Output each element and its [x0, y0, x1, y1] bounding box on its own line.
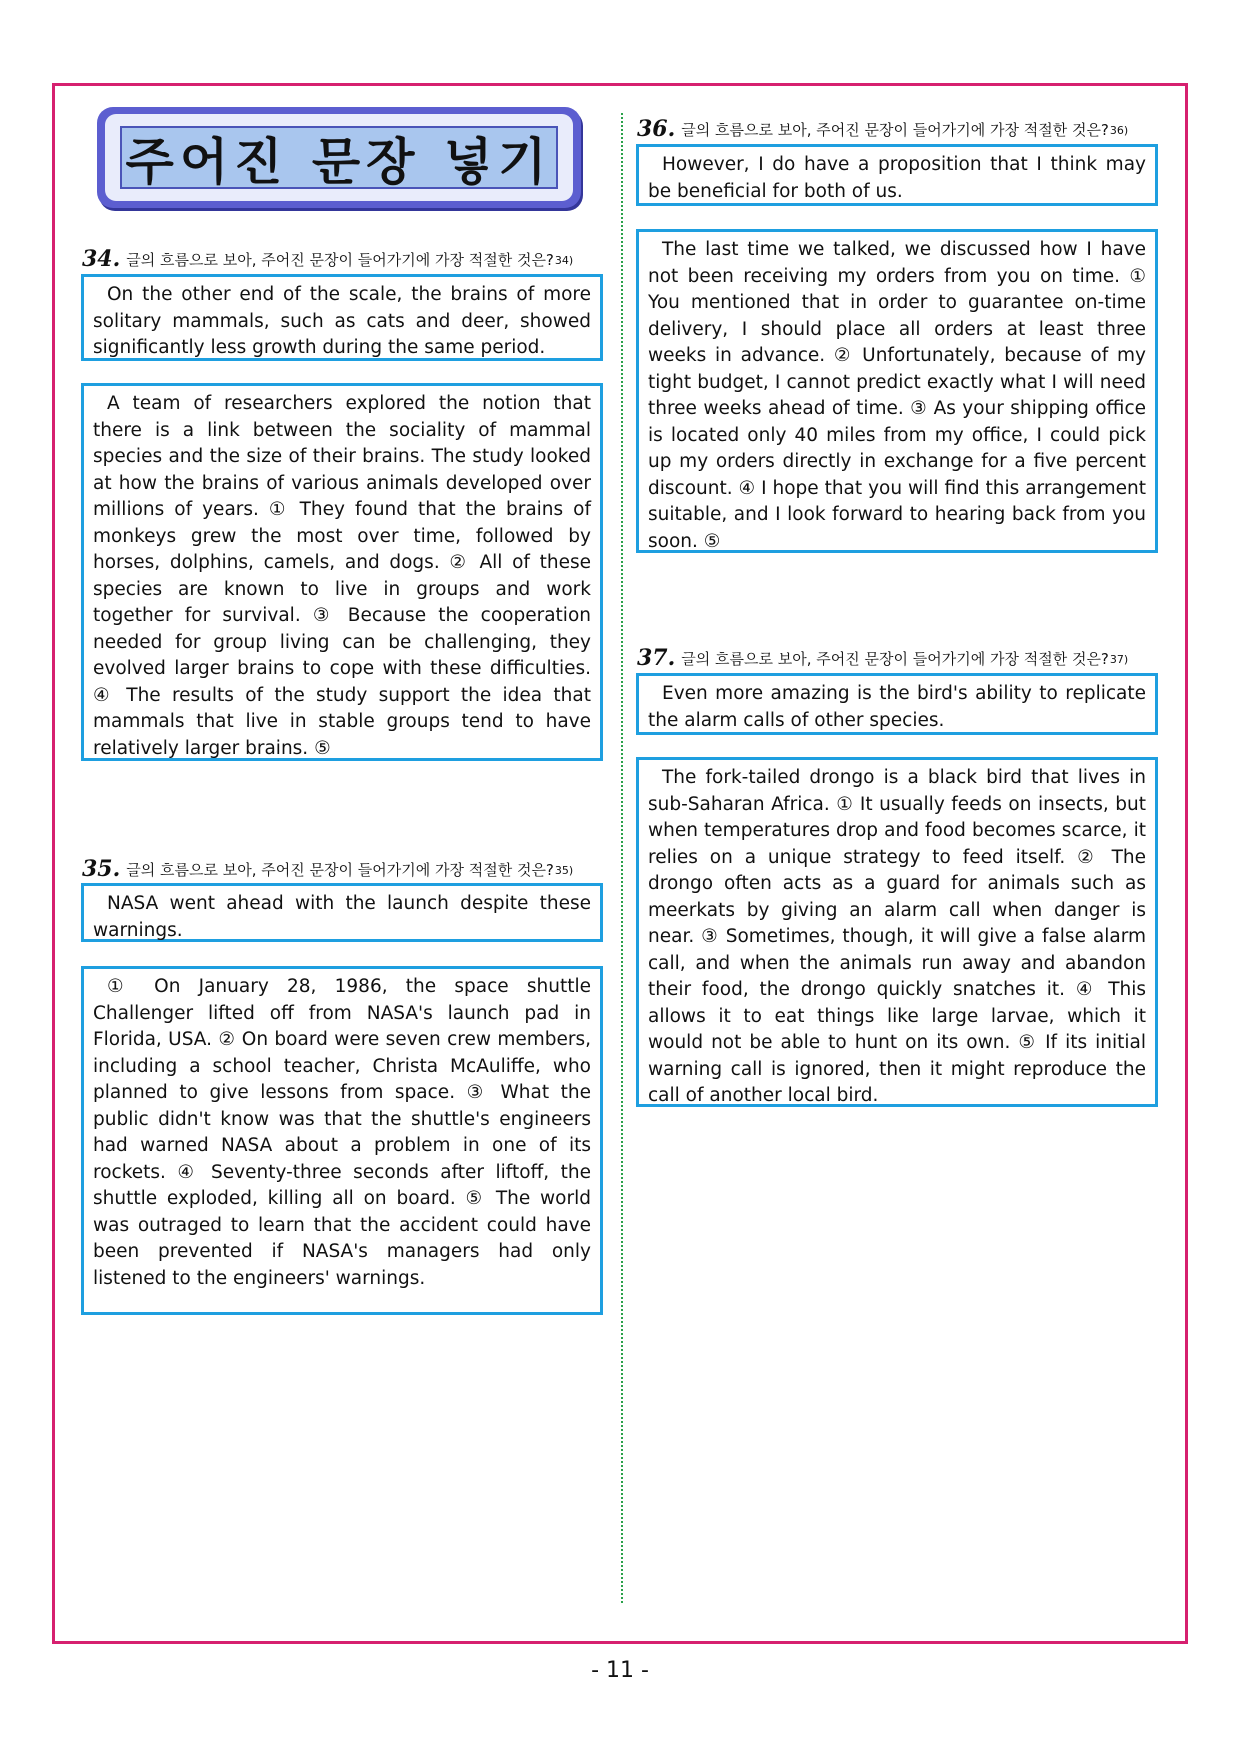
footnote-ref: 35) [554, 864, 574, 877]
given-sentence-box-35 [81, 883, 603, 942]
passage-text: The fork-tailed drongo is a black bird that lives in sub-Saharan Africa. ① It usually feeds on insects, but when temperatures drop and food becomes scarce, it relies on a unique strategy to feed itself. ② The drongo often acts as a guard for animals such as meerkats by giving an alarm call when danger is near. ③ Sometimes, though, it will give a false alarm call, and when the animals run away and abandon their food, the drongo quickly snatches it. ④ This allows it to eat things like large larvae, which it would not be able to hunt on its own. ⑤ If its initial warning call is ignored, then it might reproduce the call of another local bird. [648, 767, 1146, 1106]
question-prompt: 글의 흐름으로 보아, 주어진 문장이 들어가기에 가장 적절한 것은? [126, 860, 554, 879]
given-sentence: However, I do have a proposition that I think may be beneficial for both of us. [648, 154, 1146, 202]
passage-text: A team of researchers explored the notion that there is a link between the sociality of mammal species and the size of their brains. The study looked at how the brains of various animals developed over millions of years. ① They found that the brains of monkeys grew the most over time, followed by horses, dolphins, camels, and dogs. ② All of these species are known to live in groups and work together for survival. ③ Because the cooperation needed for group living can be challenging, they evolved larger brains to cope with these difficulties. ④ The results of the study support the idea that mammals that live in stable groups tend to have relatively larger brains. ⑤ [93, 393, 591, 759]
question-header-36 [637, 112, 1128, 140]
given-sentence: On the other end of the scale, the brains of more solitary mammals, such as cats and deer, showed significantly less growth during the same period. [93, 284, 591, 358]
passage-text: The last time we talked, we discussed how I have not been receiving my orders from you on time. ① You mentioned that in order to guarantee on-time delivery, I should place all orders at least three weeks in advance. ② Unfortunately, because of my tight budget, I cannot predict exactly what I will need three weeks ahead of time. ③ As your shipping office is located only 40 miles from my office, I could pick up my orders directly in exchange for a five percent discount. ④ I hope that you will find this arrangement suitable, and I look forward to hearing back from you soon. ⑤ [648, 239, 1146, 552]
given-sentence: Even more amazing is the bird's ability to replicate the alarm calls of other species. [648, 683, 1146, 731]
question-header-37 [637, 641, 1128, 669]
passage-box-35 [81, 966, 603, 1315]
column-divider [621, 113, 623, 1603]
question-prompt: 글의 흐름으로 보아, 주어진 문장이 들어가기에 가장 적절한 것은? [681, 649, 1109, 668]
page-number: - 11 - [591, 1658, 649, 1683]
question-prompt: 글의 흐름으로 보아, 주어진 문장이 들어가기에 가장 적절한 것은? [681, 120, 1109, 139]
passage-text: ① On January 28, 1986, the space shuttle Challenger lifted off from NASA's launch pad in Florida, USA. ② On board were seven crew members, including a school teacher, Christa McAuliffe, who planned to give lessons from space. ③ What the public didn't know was that the shuttle's engineers had warned NASA about a problem in one of its rockets. ④ Seventy-three seconds after liftoff, the shuttle exploded, killing all on board. ⑤ The world was outraged to learn that the accident could have been prevented if NASA's managers had only listened to the engineers' warnings. [93, 976, 591, 1289]
question-number: 35. [82, 856, 121, 882]
given-sentence-box-34 [81, 274, 603, 361]
given-sentence-box-36 [636, 144, 1158, 206]
question-header-35 [82, 852, 573, 880]
question-number: 36. [637, 116, 676, 142]
question-number: 37. [637, 645, 676, 671]
passage-box-34 [81, 383, 603, 761]
section-title-banner [97, 107, 581, 208]
footnote-ref: 36) [1109, 124, 1129, 137]
footnote-ref: 34) [554, 254, 574, 267]
passage-box-37 [636, 757, 1158, 1107]
section-title: 주어진 문장 넣기 [125, 132, 553, 191]
question-number: 34. [82, 246, 121, 272]
given-sentence: NASA went ahead with the launch despite these warnings. [93, 893, 591, 941]
question-prompt: 글의 흐름으로 보아, 주어진 문장이 들어가기에 가장 적절한 것은? [126, 250, 554, 269]
footnote-ref: 37) [1109, 653, 1129, 666]
question-header-34 [82, 242, 573, 270]
passage-box-36 [636, 229, 1158, 553]
given-sentence-box-37 [636, 673, 1158, 735]
